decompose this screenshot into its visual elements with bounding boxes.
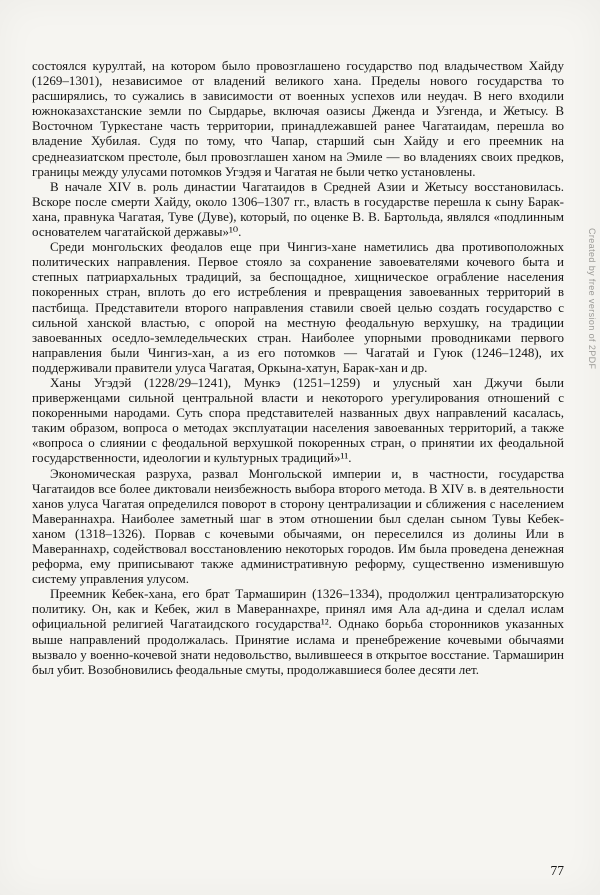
paragraph: состоялся курултай, на котором было провозглашено государство под владычеством Хайду (1269–1301), независимое от владений великого хана. Пределы нового государства то расширялись, то сужались в зависимости от военных успехов или неудач. В него входили южноказахстанские земли по Сырдарье, включая оазисы Дженда и Узгенда, и Жетысу. В Восточном Туркестане часть территории, принадлежавшей ранее Чагатаидам, перешла во владение Хубилая. Судя по тому, что Чапар, старший сын Хайду и его преемник на среднеазиатском престоле, был провозглашен ханом на Эмиле — во владениях своих предков, границы между улусами потомков Угэдэя и Чагатая не были четко установлены.: [32, 58, 564, 179]
watermark: Created by free version of 2PDF: [587, 228, 597, 370]
text-block: [32, 58, 564, 677]
page-number: 77: [550, 863, 564, 878]
paragraph: Экономическая разруха, развал Монгольской империи и, в частности, государства Чагатаидов все более диктовали неизбежность выбора второго метода. В XIV в. в деятельности ханов улуса Чагатая определился поворот в сторону централизации и сближения с населением Мавераннахра. Наиболее заметный шаг в этом отношении был сделан сыном Тувы Кебек-ханом (1318–1326). Порвав с кочевыми обычаями, он переселился из долины Или в Мавераннахр, содействовал восстановлению некоторых городов. Им была проведена денежная реформа, ему приписывают также административную реформу, существенно изменившую систему управления улусом.: [32, 465, 564, 587]
paragraph: В начале XIV в. роль династии Чагатаидов в Средней Азии и Жетысу восстановилась. Вскоре после смерти Хайду, около 1306–1307 гг., власть в государстве перешла к сыну Барак-хана, правнука Чагатая, Туве (Дуве), который, по оценке В. В. Бартольда, являлся «подлинным основателем чагатайской державы»¹⁰.: [32, 178, 564, 240]
paragraph: Преемник Кебек-хана, его брат Тармаширин (1326–1334), продолжил централизаторскую политику. Он, как и Кебек, жил в Мавераннахре, принял имя Ала ад-дина и сделал ислам официальной религией Чагатаидского государства¹². Однако борьба сторонников указанных выше направлений продолжалась. Принятие ислама и пренебрежение кочевыми обычаями вызвало у военно-кочевой знати недовольство, вылившееся в открытое восстание. Тармаширин был убит. Возобновились феодальные смуты, продолжавшиеся более десяти лет.: [32, 586, 564, 677]
paragraph: Среди монгольских феодалов еще при Чингиз-хане наметились два противоположных политических направления. Первое стояло за сохранение завоевателями кочевого быта и степных патриархальных традиций, за беспощадное, хищническое ограбление населения покоренных стран, вплоть до его истребления и превращения завоеванных территорий в пастбища. Представители второго направления ставили своей целью создать государство с сильной ханской властью, с опорой на местную феодальную верхушку, на традиции завоеванных оседло-земледельческих стран. Наиболее упорными проводниками первого направления были Чингиз-хан, а из его потомков — Чагатай и Гуюк (1246–1248), их поддерживали правители улуса Чагатая, Оркына-хатун, Барак-хан и др.: [32, 239, 564, 375]
paragraph: Ханы Угэдэй (1228/29–1241), Мункэ (1251–1259) и улусный хан Джучи были приверженцами сильной центральной власти и некоторого урегулирования отношений с покоренными народами. Суть спора представителей названных двух направлений касалась, таким образом, вопроса о методах эксплуатации населения завоеванных территорий, а также «вопроса о слиянии с феодальной верхушкой покоренных стран, о принятии их феодальной государственности, идеологии и культурных традиций»¹¹.: [32, 374, 564, 466]
